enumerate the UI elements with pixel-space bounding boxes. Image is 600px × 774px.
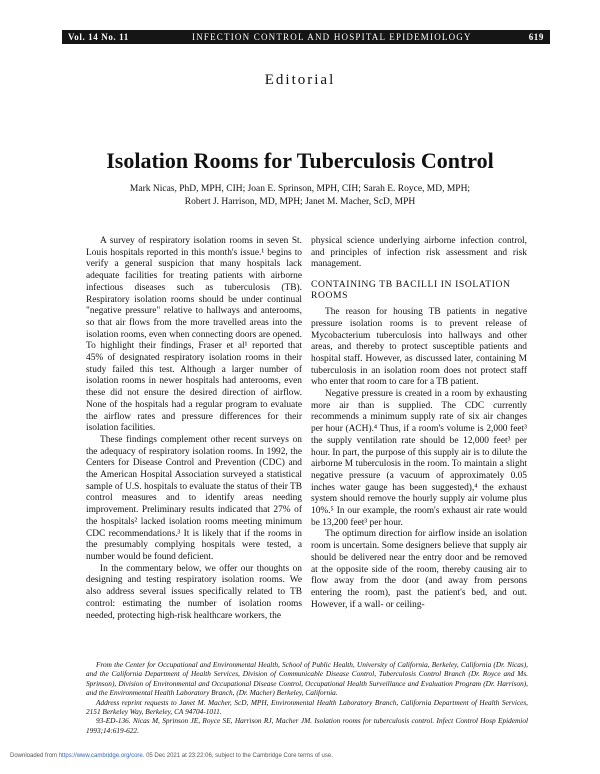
left-paragraph-3: In the commentary below, we offer our thoughts on designing and testing respiratory isolation rooms. We also address several issues specifically related to TB control: estimating the number of isolation rooms needed, protecting high-risk healthcare workers, the	[86, 563, 302, 621]
footnotes	[86, 660, 528, 735]
volume-number: Vol. 14 No. 11	[68, 32, 129, 42]
author-list	[100, 183, 500, 209]
right-paragraph-3: The optimum direction for airflow inside an isolation room is uncertain. Some designers believe that supply air should be delivered near the entry door and be removed at the opposite side of the room, thereby causing air to flow away from the door (and away from persons entering the room), past the patient's bed, and out. However, if a wall- or ceiling-	[311, 529, 527, 610]
left-paragraph-2: These findings complement other recent surveys on the adequacy of respiratory isolation rooms. In 1992, the Centers for Disease Control and Prevention (CDC) and the American Hospital Association surveyed a statistical sample of U.S. hospitals to evaluate the status of their TB control measures and to identify areas needing improvement. Preliminary results indicated that 27% of the hospitals² lacked isolation rooms meeting minimum CDC recommendations.³ It is likely that if the rooms in the presumably complying hospitals were tested, a number would be found deficient.	[86, 434, 302, 562]
section-label: Editorial	[264, 72, 336, 88]
download-link[interactable]: https://www.cambridge.org/core	[58, 753, 143, 759]
left-paragraph-1: A survey of respiratory isolation rooms in seven St. Louis hospitals reported in this month's issue.¹ begins to verify a general suspicion that many hospitals lack adequate facilities for treating patients with airborne infectious diseases such as tuberculosis (TB). Respiratory isolation rooms should be under continual "negative pressure" relative to hallways and anterooms, so that air flows from the more travelled areas into the isolation rooms, even when connecting doors are opened. To highlight their findings, Fraser et al¹ reported that 45% of designated respiratory isolation rooms in their study failed this test. Although a larger number of isolation rooms in newer hospitals had anterooms, even these did not ensure the desired direction of airflow. None of the hospitals had a regular program to evaluate the airflow rates and pressure differences for their isolation facilities.	[86, 236, 302, 434]
affiliation-note: From the Center for Occupational and Environmental Health, School of Public Health, University of California, Berkeley, California (Dr. Nicas), and the California Department of Health Services, Division of Communicable Disease Control, Tuberculosis Control Branch (Dr. Royce and Ms. Sprinson), Division of Environmental and Occupational Disease Control, Occupational Health Surveillance and Evaluation Program (Dr. Harrison), and the Environmental Health Laboratory Branch, (Dr. Macher) Berkeley, California.	[86, 660, 528, 698]
right-paragraph-1: The reason for housing TB patients in negative pressure isolation rooms is to prevent release of Mycobacterium tuberculosis into hallways and other areas, and thereby to protect susceptible patients and hospital staff. However, as discussed later, containing M tuberculosis in an isolation room does not protect staff who enter that room to care for a TB patient.	[311, 307, 527, 388]
left-column	[86, 236, 302, 646]
author-line-2: Robert J. Harrison, MD, MPH; Janet M. Macher, ScD, MPH	[184, 197, 416, 207]
download-suffix: . 05 Dec 2021 at 23:22:06, subject to the Cambridge Core terms of use.	[142, 753, 333, 759]
citation-note: 93-ED-136. Nicas M, Sprinson JE, Royce SE, Harrison RJ, Macher JM. Isolation rooms for tuberculosis control. Infect Control Hosp Epidemiol 1993;14:619-622.	[86, 716, 528, 735]
section-heading: CONTAINING TB BACILLI IN ISOLATION ROOMS	[311, 279, 511, 302]
right-column	[311, 236, 527, 656]
address-note: Address reprint requests to Janet M. Macher, ScD, MPH, Environmental Health Laboratory Branch, California Department of Health Services, 2151 Berkeley Way, Berkeley, CA 94704-1011.	[86, 697, 528, 717]
page-number: 619	[528, 32, 544, 42]
journal-name: INFECTION CONTROL AND HOSPITAL EPIDEMIOLOGY	[192, 32, 472, 42]
download-notice	[10, 753, 590, 759]
right-paragraph-2: Negative pressure is created in a room by exhausting more air than is supplied. The CDC currently recommends a minimum supply rate of six air changes per hour (ACH).⁴ Thus, if a room's volume is 2,000 feet³ the supply ventilation rate should be 12,000 feet³ per hour. In part, the purpose of this supply air is to dilute the airborne M tuberculosis in the room. To maintain a slight negative pressure (a vacuum of approximately 0.05 inches water gauge has been suggested),⁴ the exhaust system should remove the hourly supply air volume plus 10%.⁵ In our example, the room's exhaust air rate would be 13,200 feet³ per hour.	[311, 389, 527, 528]
right-paragraph-0: physical science underlying airborne infection control, and principles of infection risk assessment and risk management.	[311, 236, 527, 270]
download-prefix: Downloaded from	[10, 753, 59, 759]
author-line-1: Mark Nicas, PhD, MPH, CIH; Joan E. Sprinson, MPH, CIH; Sarah E. Royce, MD, MPH;	[129, 184, 471, 194]
running-header	[62, 30, 550, 44]
article-title: Isolation Rooms for Tuberculosis Control	[106, 148, 494, 173]
